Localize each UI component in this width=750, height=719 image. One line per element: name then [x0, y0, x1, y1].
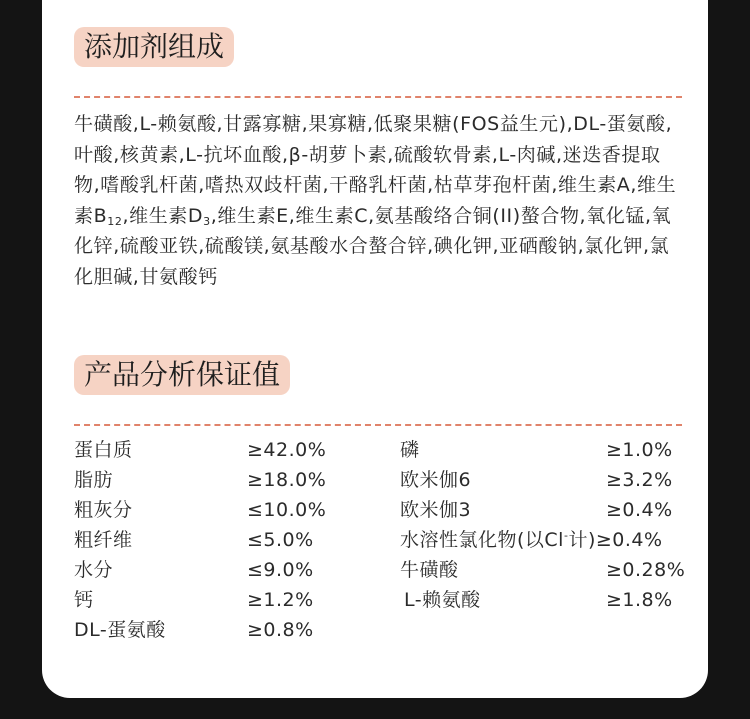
ingredients-part-b: ,维生素D	[122, 204, 204, 227]
vitamin-d-subscript: 3	[203, 214, 211, 228]
analysis-left-name: 脂肪	[74, 469, 114, 491]
analysis-right-name: 牛磺酸	[400, 559, 459, 581]
analysis-left-name: 蛋白质	[74, 439, 133, 461]
analysis-right-value: ≥1.8%	[606, 589, 673, 611]
vitamin-b-subscript: 12	[107, 214, 123, 228]
analysis-left-value: ≥1.2%	[247, 589, 314, 611]
section-divider-analysis	[74, 424, 682, 426]
analysis-left-value: ≤9.0%	[247, 559, 314, 581]
additives-ingredients-text	[74, 109, 684, 292]
section-title-additives: 添加剂组成	[74, 27, 234, 67]
analysis-right-name: 欧米伽3	[400, 499, 472, 521]
analysis-left-value: ≥42.0%	[247, 439, 327, 461]
analysis-right-value: ≥0.4%	[595, 529, 663, 551]
chloride-name: 水溶性氯化物(以Cl	[400, 529, 564, 551]
analysis-left-name: 钙	[74, 589, 94, 611]
analysis-right-value: ≥0.28%	[606, 559, 686, 581]
analysis-left-value: ≥0.8%	[247, 619, 314, 641]
section-divider-additives	[74, 96, 682, 98]
analysis-left-name: 水分	[74, 559, 114, 581]
analysis-left-name: 粗灰分	[74, 499, 133, 521]
analysis-left-name: 粗纤维	[74, 529, 133, 551]
analysis-right-name-chloride	[400, 525, 663, 555]
chloride-superscript: -	[563, 529, 569, 542]
ingredients-part-a: 牛磺酸,L-赖氨酸,甘露寡糖,果寡糖,低聚果糖(FOS益生元),DL-蛋氨酸,叶酸,核黄素,L-抗坏血酸,β-胡萝卜素,硫酸软骨素,L-肉碱,迷迭香提取物,嗜酸乳杆菌,嗜热双歧杆菌,干酪乳杆菌,枯草芽孢杆菌,维生素A,维生素B	[74, 113, 677, 227]
analysis-right-name: L-赖氨酸	[404, 589, 481, 611]
analysis-right-name: 磷	[400, 439, 420, 461]
ingredients-part-c: ,维生素E,维生素C,氨基酸络合铜(II)螯合物,氧化锰,氧化锌,硫酸亚铁,硫酸镁,氨基酸水合螯合锌,碘化钾,亚硒酸钠,氯化钾,氯化胆碱,甘氨酸钙	[74, 204, 672, 288]
analysis-left-value: ≤5.0%	[247, 529, 314, 551]
analysis-right-value: ≥3.2%	[606, 469, 673, 491]
analysis-left-value: ≤10.0%	[247, 499, 327, 521]
chloride-name-tail: 计)	[568, 529, 596, 551]
analysis-left-name: DL-蛋氨酸	[74, 619, 166, 641]
section-title-analysis: 产品分析保证值	[74, 355, 290, 395]
analysis-right-value: ≥0.4%	[606, 499, 673, 521]
analysis-left-value: ≥18.0%	[247, 469, 327, 491]
analysis-right-name: 欧米伽6	[400, 469, 472, 491]
analysis-right-value: ≥1.0%	[606, 439, 673, 461]
